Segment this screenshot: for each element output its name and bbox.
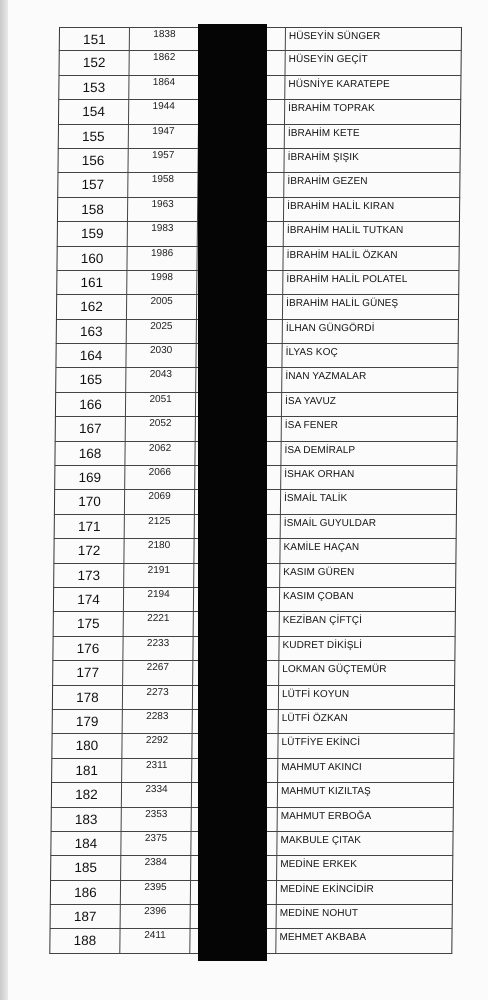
person-name: İBRAHİM ŞIŞIK (287, 151, 360, 163)
row-index: 174 (54, 588, 124, 611)
row-index: 157 (58, 173, 128, 196)
row-index: 170 (55, 490, 125, 513)
person-name: MEDİNE EKİNCİDİR (279, 883, 374, 895)
person-name: İBRAHİM HALİL KIRAN (287, 200, 395, 212)
record-number: 2221 (124, 612, 194, 635)
row-index: 163 (57, 320, 127, 343)
record-number: 2267 (123, 661, 193, 684)
record-number: 1947 (129, 125, 199, 148)
row-index: 160 (57, 247, 127, 270)
person-name: MAHMUT AKINCI (281, 761, 362, 773)
person-name: LÜTFİ KOYUN (281, 688, 350, 700)
record-number: 2125 (125, 515, 195, 538)
row-index: 172 (54, 539, 124, 562)
row-index: 159 (58, 222, 128, 245)
record-number: 2233 (123, 637, 193, 660)
record-number: 2030 (126, 344, 196, 367)
person-name: MAHMUT ERBOĞA (280, 810, 372, 822)
person-name: KASIM GÜREN (283, 566, 355, 578)
person-name: LOKMAN GÜÇTEMÜR (282, 664, 387, 676)
person-name: KUDRET DİKİŞLİ (282, 639, 363, 651)
record-number: 2005 (127, 295, 197, 318)
record-number: 2411 (120, 929, 190, 952)
record-number: 1986 (127, 247, 197, 270)
record-number: 1944 (129, 100, 199, 123)
person-name: İBRAHİM HALİL POLATEL (286, 273, 408, 285)
row-index: 162 (57, 295, 127, 318)
record-number: 1963 (128, 198, 198, 221)
row-index: 155 (59, 125, 129, 148)
person-name: HÜSEYİN GEÇİT (288, 54, 368, 66)
record-number: 2194 (124, 588, 194, 611)
row-index: 156 (58, 149, 128, 172)
record-number: 2353 (122, 808, 192, 831)
scan-edge (0, 0, 8, 1000)
person-name: HÜSNİYE KARATEPE (288, 78, 390, 90)
row-index: 182 (52, 783, 122, 806)
row-index: 165 (56, 368, 126, 391)
row-index: 166 (56, 393, 126, 416)
record-number: 2062 (125, 442, 195, 465)
record-number: 1958 (128, 173, 198, 196)
person-name: MEHMET AKBABA (279, 932, 367, 944)
row-index: 178 (53, 686, 123, 709)
record-number: 1862 (129, 51, 199, 74)
person-name: MEDİNE NOHUT (279, 908, 359, 920)
row-index: 183 (52, 808, 122, 831)
person-name: İSMAİL TALİK (284, 493, 348, 505)
record-number: 2334 (122, 783, 192, 806)
person-name: MEDİNE ERKEK (280, 859, 358, 871)
record-number: 2066 (125, 466, 195, 489)
row-index: 152 (59, 51, 129, 74)
row-index: 167 (56, 417, 126, 440)
row-index: 171 (55, 515, 125, 538)
person-name: İBRAHİM GEZEN (287, 176, 368, 188)
row-index: 177 (53, 661, 123, 684)
person-name: KEZİBAN ÇİFTÇİ (282, 615, 363, 627)
person-name: İLYAS KOÇ (285, 347, 338, 359)
person-name: LÜTFİ ÖZKAN (281, 712, 348, 724)
row-index: 175 (54, 612, 124, 635)
person-name: HÜSEYİN SÜNGER (288, 31, 381, 42)
record-number: 2395 (121, 881, 191, 904)
person-name: KAMİLE HAÇAN (283, 542, 360, 554)
record-number: 2180 (124, 539, 194, 562)
row-index: 173 (54, 564, 124, 587)
record-number: 1998 (127, 271, 197, 294)
redaction-bar (198, 24, 267, 961)
record-number: 2292 (122, 734, 192, 757)
record-number: 2375 (121, 832, 191, 855)
row-index: 154 (59, 100, 129, 123)
person-name: İBRAHİM HALİL ÖZKAN (286, 249, 398, 261)
person-name: İSA DEMİRALP (284, 444, 356, 456)
row-index: 180 (52, 734, 122, 757)
record-number: 2311 (122, 759, 192, 782)
record-number: 2273 (123, 686, 193, 709)
row-index: 169 (55, 466, 125, 489)
row-index: 184 (51, 832, 121, 855)
row-index: 185 (51, 856, 121, 879)
row-index: 158 (58, 198, 128, 221)
person-name: İBRAHİM KETE (287, 127, 360, 139)
record-number: 2069 (125, 490, 195, 513)
record-number: 2396 (121, 905, 191, 928)
person-name: İSA FENER (284, 420, 339, 432)
record-number: 1957 (128, 149, 198, 172)
row-index: 188 (50, 929, 120, 952)
record-number: 1864 (129, 76, 199, 99)
row-index: 176 (53, 637, 123, 660)
row-index: 164 (56, 344, 126, 367)
row-index: 151 (60, 28, 130, 50)
person-name: MAKBULE ÇITAK (280, 834, 362, 846)
person-name: İBRAHİM TOPRAK (288, 103, 375, 115)
row-index: 153 (59, 76, 129, 99)
row-index: 181 (52, 759, 122, 782)
person-name: İNAN YAZMALAR (285, 371, 367, 383)
row-index: 187 (51, 905, 121, 928)
row-index: 186 (51, 881, 121, 904)
record-number: 1983 (128, 222, 198, 245)
person-name: İSA YAVUZ (285, 395, 337, 407)
record-number: 2283 (123, 710, 193, 733)
person-name: İSMAİL GUYULDAR (283, 517, 377, 529)
person-name: İBRAHİM HALİL TUTKAN (286, 225, 404, 237)
row-index: 168 (55, 442, 125, 465)
person-name: İBRAHİM HALİL GÜNEŞ (286, 298, 399, 310)
row-index: 161 (57, 271, 127, 294)
record-number: 2025 (127, 320, 197, 343)
person-name: MAHMUT KIZILTAŞ (280, 786, 371, 798)
person-name: LÜTFİYE EKİNCİ (281, 737, 361, 749)
record-number: 2052 (126, 417, 196, 440)
person-name: İSHAK ORHAN (284, 469, 355, 481)
record-number: 2384 (121, 856, 191, 879)
record-number: 2051 (126, 393, 196, 416)
record-number: 2043 (126, 368, 196, 391)
record-number: 2191 (124, 564, 194, 587)
row-index: 179 (53, 710, 123, 733)
person-name: İLHAN GÜNGÖRDİ (285, 322, 375, 334)
person-name: KASIM ÇOBAN (282, 590, 354, 602)
record-number: 1838 (130, 28, 200, 50)
